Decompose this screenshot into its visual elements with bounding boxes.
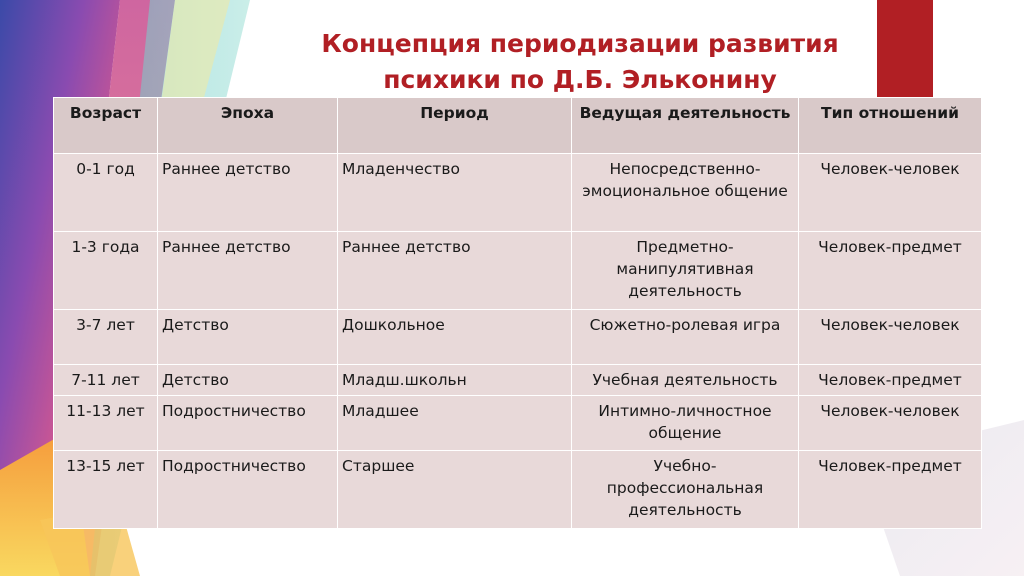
cell-age: 13-15 лет xyxy=(54,451,158,529)
table-row xyxy=(54,396,982,451)
cell-leading-activity: Непосредственно-эмоциональное общение xyxy=(572,154,799,232)
table-row xyxy=(54,451,982,529)
header-relation-type: Тип отношений xyxy=(799,98,982,154)
cell-period: Младшее xyxy=(338,396,572,451)
periodization-table xyxy=(53,97,982,529)
cell-period: Раннее детство xyxy=(338,232,572,310)
table-header-row xyxy=(54,98,982,154)
cell-period: Младенчество xyxy=(338,154,572,232)
cell-epoch: Детство xyxy=(158,365,338,396)
cell-leading-activity: Учебно-профессиональная деятельность xyxy=(572,451,799,529)
cell-period: Дошкольное xyxy=(338,310,572,365)
cell-epoch: Раннее детство xyxy=(158,232,338,310)
slide-title xyxy=(250,26,910,98)
table-row xyxy=(54,232,982,310)
header-leading-activity: Ведущая деятельность xyxy=(572,98,799,154)
header-epoch: Эпоха xyxy=(158,98,338,154)
cell-age: 3-7 лет xyxy=(54,310,158,365)
cell-leading-activity: Учебная деятельность xyxy=(572,365,799,396)
cell-epoch: Раннее детство xyxy=(158,154,338,232)
cell-relation-type: Человек-предмет xyxy=(799,451,982,529)
cell-age: 0-1 год xyxy=(54,154,158,232)
cell-age: 7-11 лет xyxy=(54,365,158,396)
cell-period: Старшее xyxy=(338,451,572,529)
cell-period: Младш.школьн xyxy=(338,365,572,396)
cell-leading-activity: Интимно-личностное общение xyxy=(572,396,799,451)
cell-relation-type: Человек-человек xyxy=(799,154,982,232)
header-age: Возраст xyxy=(54,98,158,154)
header-period: Период xyxy=(338,98,572,154)
cell-relation-type: Человек-предмет xyxy=(799,365,982,396)
cell-epoch: Подростничество xyxy=(158,396,338,451)
cell-epoch: Детство xyxy=(158,310,338,365)
slide-title-line-1: Концепция периодизации развития xyxy=(321,29,839,58)
cell-leading-activity: Сюжетно-ролевая игра xyxy=(572,310,799,365)
cell-relation-type: Человек-предмет xyxy=(799,232,982,310)
slide-title-line-2: психики по Д.Б. Эльконину xyxy=(383,65,777,94)
table-row xyxy=(54,154,982,232)
table-row xyxy=(54,310,982,365)
table-row xyxy=(54,365,982,396)
cell-leading-activity: Предметно-манипулятивная деятельность xyxy=(572,232,799,310)
cell-epoch: Подростничество xyxy=(158,451,338,529)
cell-relation-type: Человек-человек xyxy=(799,396,982,451)
cell-age: 1-3 года xyxy=(54,232,158,310)
cell-age: 11-13 лет xyxy=(54,396,158,451)
cell-relation-type: Человек-человек xyxy=(799,310,982,365)
